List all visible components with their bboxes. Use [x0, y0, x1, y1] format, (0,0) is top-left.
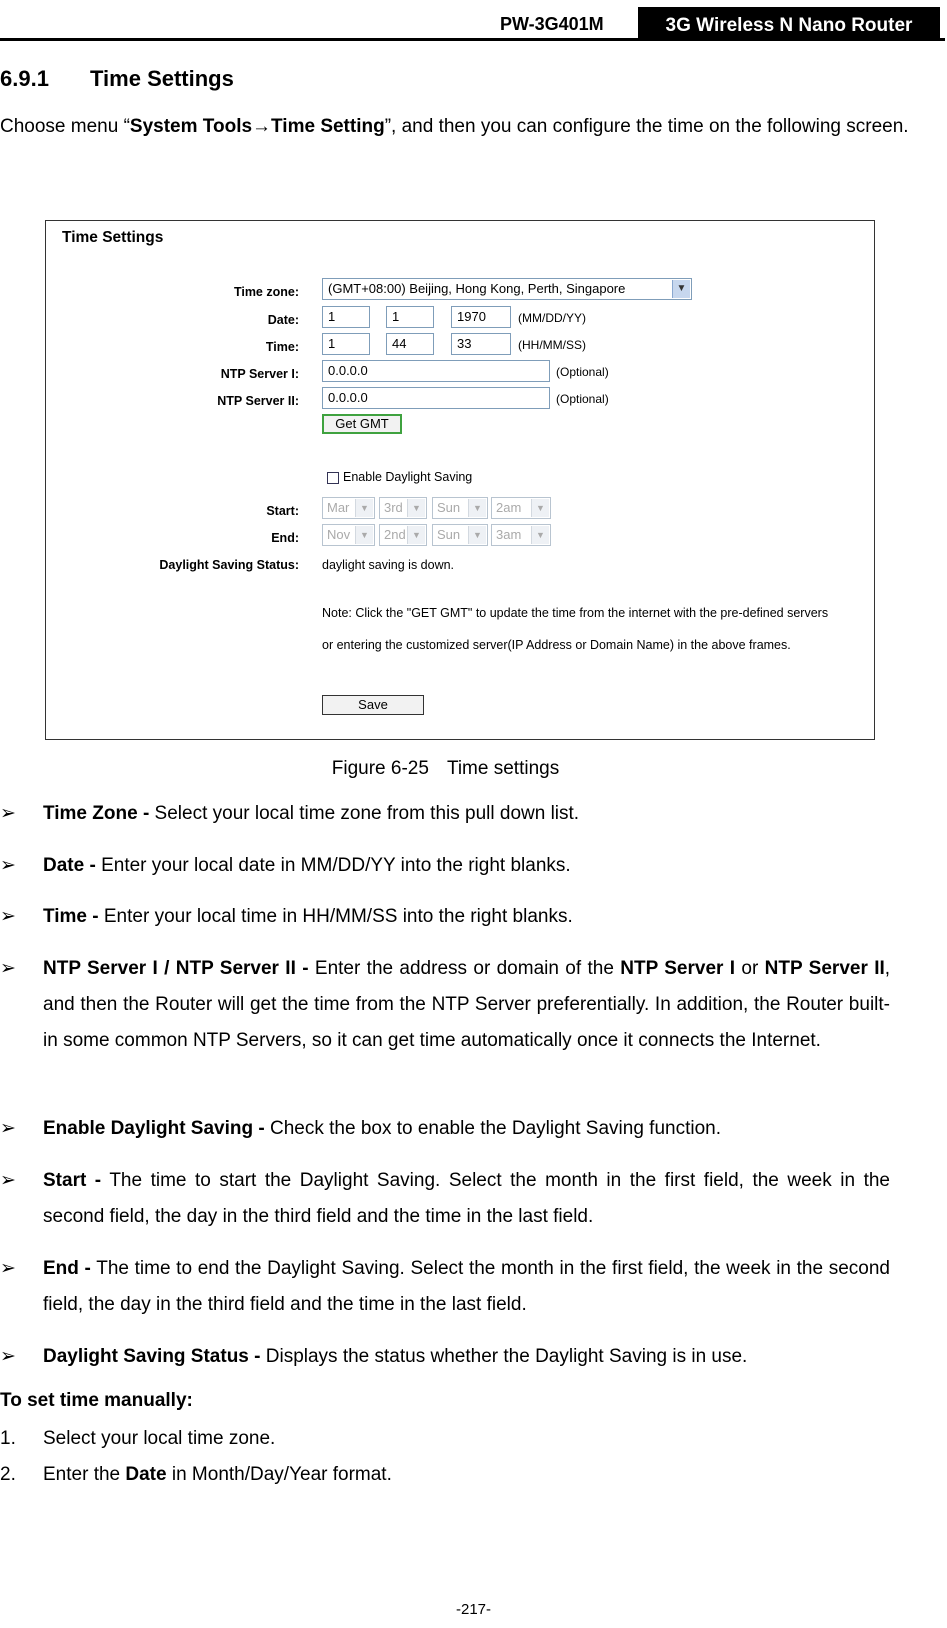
start-day-select[interactable] [432, 497, 488, 519]
bullet-text: Enter the address or domain of the [308, 958, 621, 979]
end-time-value: 3am [496, 527, 522, 542]
intro-text-post: ”, and then you can configure the time on the following screen. [384, 116, 909, 137]
page-header [0, 0, 947, 40]
bullet-text: Displays the status whether the Daylight Saving is in use. [260, 1346, 748, 1367]
arrow-bullet-icon: ➢ [0, 1346, 16, 1367]
intro-text-pre: Choose menu “ [0, 116, 130, 137]
list-item [0, 1111, 890, 1147]
list-item [0, 1339, 890, 1375]
daylight-saving-status-label: Daylight Saving Status: [159, 558, 299, 572]
date-format-hint: (MM/DD/YY) [518, 311, 586, 325]
chevron-down-icon: ▼ [531, 499, 549, 517]
arrow-bullet-icon: ➢ [0, 906, 16, 927]
step-number: 1. [0, 1428, 16, 1449]
ntp-server-2-label: NTP Server II: [217, 394, 299, 408]
start-time-select[interactable] [491, 497, 551, 519]
time-second-input[interactable]: 33 [451, 333, 511, 355]
bullet-term: Enable Daylight Saving - [43, 1118, 265, 1139]
date-day-input[interactable]: 1 [386, 306, 434, 328]
arrow-bullet-icon: ➢ [0, 1118, 16, 1139]
end-time-select[interactable] [491, 524, 551, 546]
start-time-value: 2am [496, 500, 522, 515]
enable-daylight-saving-checkbox[interactable] [327, 472, 339, 484]
time-zone-value: (GMT+08:00) Beijing, Hong Kong, Perth, Singapore [328, 281, 626, 296]
date-month-input[interactable]: 1 [322, 306, 370, 328]
chevron-down-icon: ▼ [468, 499, 486, 517]
step-text: Select your local time zone. [43, 1428, 276, 1449]
bullet-bold: NTP Server II [764, 958, 885, 979]
arrow-bullet-icon: ➢ [0, 855, 16, 876]
figure-caption [0, 758, 891, 780]
time-settings-screenshot [45, 220, 875, 740]
get-gmt-button[interactable]: Get GMT [322, 414, 402, 434]
list-item [0, 1428, 275, 1450]
time-minute-input[interactable]: 44 [386, 333, 434, 355]
bullet-text: , and then the Router will get the time from the NTP Server preferentially. In addition, the Router built-in some common NTP Servers, so it can get time automatically once it connects the Internet. [43, 958, 891, 1051]
bullet-term: Date - [43, 855, 96, 876]
bullet-text: The time to end the Daylight Saving. Select the month in the first field, the week in the second field, the day in the third field and the time in the last field. [43, 1258, 891, 1315]
list-item [0, 848, 890, 884]
manual-heading: To set time manually: [0, 1390, 193, 1411]
ntp-server-2-hint: (Optional) [556, 392, 609, 406]
bullet-term: Time - [43, 906, 99, 927]
list-item [0, 796, 890, 832]
bullet-bold: NTP Server I [620, 958, 736, 979]
bullet-term: Start - [43, 1170, 102, 1191]
bullet-term: End - [43, 1258, 91, 1279]
end-day-value: Sun [437, 527, 461, 542]
end-month-select[interactable] [322, 524, 375, 546]
date-label: Date: [267, 313, 299, 327]
chevron-down-icon: ▼ [407, 526, 425, 544]
arrow-bullet-icon: ➢ [0, 958, 16, 979]
list-item [0, 1163, 890, 1235]
intro-paragraph [0, 108, 920, 146]
ntp-server-1-label: NTP Server I: [220, 367, 299, 381]
bullet-text: Select your local time zone from this pull down list. [149, 803, 580, 824]
list-item [0, 899, 890, 935]
end-label: End: [271, 531, 299, 545]
header-rule [0, 38, 945, 41]
start-label: Start: [266, 504, 299, 518]
bullet-text: The time to start the Daylight Saving. Select the month in the first field, the week in the second field, the day in the third field and the time in the last field. [43, 1170, 890, 1227]
time-label: Time: [265, 340, 299, 354]
step-number: 2. [0, 1464, 16, 1485]
step-text: in Month/Day/Year format. [166, 1464, 392, 1485]
chevron-down-icon: ▼ [355, 499, 373, 517]
time-format-hint: (HH/MM/SS) [518, 338, 586, 352]
start-day-value: Sun [437, 500, 461, 515]
intro-menu-path: System Tools→Time Setting [129, 116, 385, 137]
time-hour-input[interactable]: 1 [322, 333, 370, 355]
section-number: 6.9.1 [0, 66, 49, 91]
end-month-value: Nov [327, 527, 351, 542]
bullet-term: Time Zone - [43, 803, 150, 824]
figure-number: Figure 6-25 [331, 758, 429, 779]
end-week-value: 2nd [384, 527, 406, 542]
arrow-bullet-icon: ➢ [0, 1258, 16, 1279]
chevron-down-icon: ▼ [531, 526, 549, 544]
section-heading [0, 66, 234, 92]
bullet-term: Daylight Saving Status - [43, 1346, 261, 1367]
start-week-value: 3rd [384, 500, 403, 515]
note-line-1: Note: Click the "GET GMT" to update the time from the internet with the pre-defined servers [322, 606, 829, 620]
enable-daylight-saving-label: Enable Daylight Saving [343, 470, 473, 484]
bullet-text: Enter your local date in MM/DD/YY into the right blanks. [95, 855, 571, 876]
chevron-down-icon: ▼ [407, 499, 425, 517]
save-button[interactable]: Save [322, 695, 424, 715]
bullet-text: or [735, 958, 765, 979]
time-zone-select[interactable] [322, 278, 692, 300]
list-item [0, 1464, 392, 1486]
note-line-2: or entering the customized server(IP Address or Domain Name) in the above frames. [322, 638, 791, 652]
chevron-down-icon[interactable]: ▼ [672, 280, 690, 298]
panel-title: Time Settings [62, 229, 164, 246]
arrow-bullet-icon: ➢ [0, 803, 16, 824]
section-title: Time Settings [90, 66, 234, 91]
model-name: PW-3G401M [500, 14, 604, 34]
page-number: -217- [455, 1601, 492, 1618]
step-bold: Date [125, 1464, 167, 1485]
chevron-down-icon: ▼ [355, 526, 373, 544]
ntp-server-2-input[interactable]: 0.0.0.0 [322, 387, 550, 409]
ntp-server-1-hint: (Optional) [556, 365, 609, 379]
arrow-bullet-icon: ➢ [0, 1170, 16, 1191]
bullet-text: Enter your local time in HH/MM/SS into the right blanks. [98, 906, 573, 927]
step-text: Enter the [43, 1464, 126, 1485]
end-day-select[interactable] [432, 524, 488, 546]
chevron-down-icon: ▼ [468, 526, 486, 544]
product-name: 3G Wireless N Nano Router [638, 7, 940, 39]
figure-caption-text: Time settings [446, 758, 560, 779]
time-zone-label: Time zone: [233, 285, 299, 299]
start-month-select[interactable] [322, 497, 375, 519]
list-item [0, 951, 890, 1059]
ntp-server-1-input[interactable]: 0.0.0.0 [322, 360, 550, 382]
end-week-select[interactable] [379, 524, 427, 546]
bullet-term: NTP Server I / NTP Server II - [43, 958, 309, 979]
start-week-select[interactable] [379, 497, 427, 519]
daylight-saving-status-value: daylight saving is down. [322, 558, 455, 572]
bullet-text: Check the box to enable the Daylight Saving function. [264, 1118, 722, 1139]
date-year-input[interactable]: 1970 [451, 306, 511, 328]
start-month-value: Mar [327, 500, 350, 515]
list-item [0, 1251, 890, 1323]
